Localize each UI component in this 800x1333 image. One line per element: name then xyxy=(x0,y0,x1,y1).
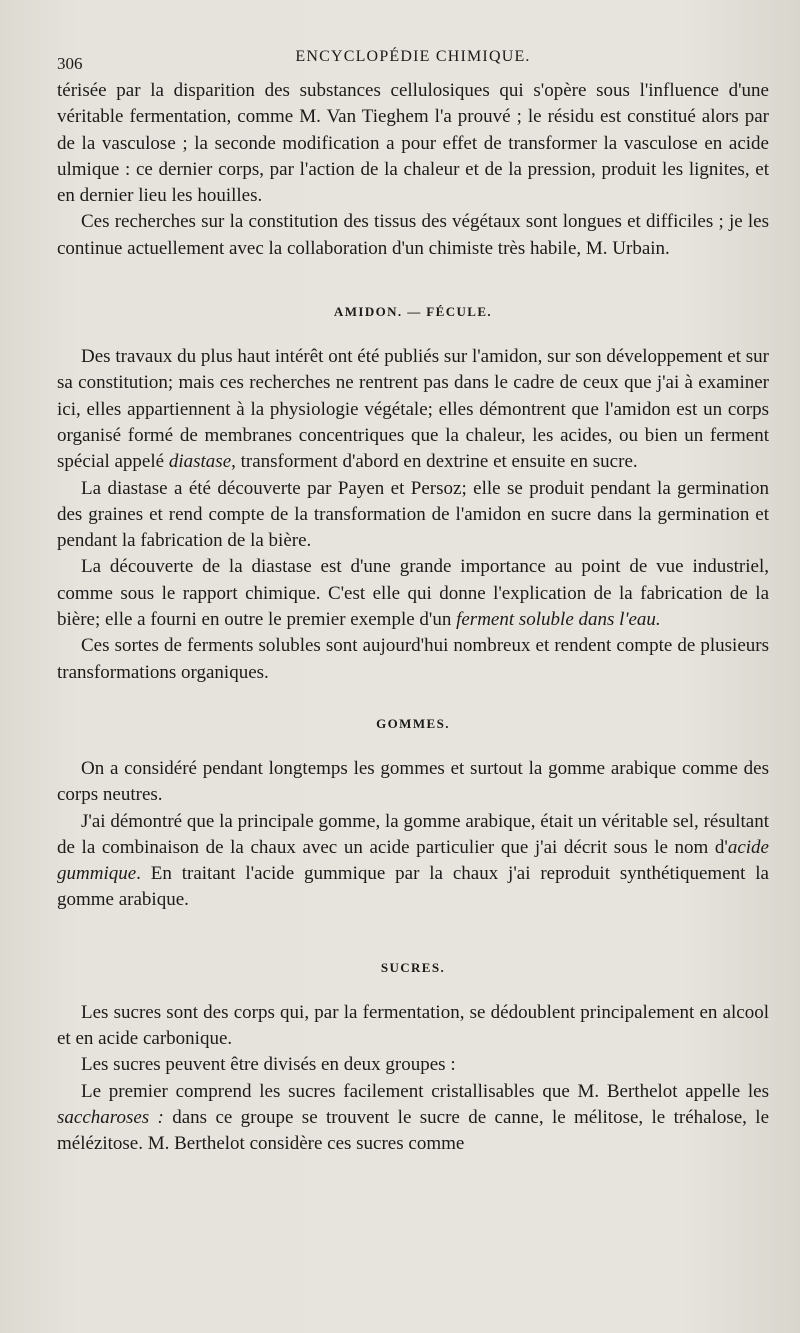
section-title-sucres: SUCRES. xyxy=(380,959,446,975)
section-title-gommes: GOMMES. xyxy=(376,715,450,731)
section-title-amidon: AMIDON. — FÉCULE. xyxy=(333,304,493,320)
gommes-p2-acide-gummique: acide gummique xyxy=(57,836,769,885)
sucres-paragraph-1: Les sucres sont des corps qui, par la fermentation, se dédoublent principalement en alcool et en acide carbonique. xyxy=(57,1001,769,1050)
sucres-p3-text-b: dans ce groupe se trouvent le sucre de canne, le mélitose, le tréhalose, le mélézitose. M. Berthelot considère ces sucres comme xyxy=(57,1106,769,1155)
sucres-paragraph-2: Les sucres peuvent être divisés en deux groupes : xyxy=(81,1054,456,1076)
sucres-p3-text-a: Le premier comprend les sucres facilement cristallisables que M. Berthelot appelle les xyxy=(81,1080,769,1102)
gommes-p2-text-a: J'ai démontré que la principale gomme, la gomme arabique, était un véritable sel, résultant de la combinaison de la chaux avec un acide particulier que j'ai décrit sous le nom d' xyxy=(57,810,769,858)
amidon-paragraph-2: La diastase a été découverte par Payen et Persoz; elle se produit pendant la germination des graines et rend compte de la transformation de l'amidon en sucre dans la germination et pendant la fabrication de la bière. xyxy=(57,477,769,552)
running-title: ENCYCLOPÉDIE CHIMIQUE. xyxy=(295,48,531,65)
gommes-p2-text-b: . En traitant l'acide gummique par la chaux j'ai reproduit synthétiquement la gomme arabique. xyxy=(57,863,769,911)
intro-paragraph-2: Ces recherches sur la constitution des tissus des végétaux sont longues et difficiles ; je les continue actuellement avec la collaboration d'un chimiste très habile, M. Urbain. xyxy=(57,211,769,259)
page-number: 306 xyxy=(57,54,83,73)
amidon-p1-diastase: diastase xyxy=(168,451,232,473)
amidon-p1-text-a: Des travaux du plus haut intérêt ont été publiés sur l'amidon, sur son développement et sur sa constitution; mais ces recherches ne rentrent pas dans le cadre de ceux que j'ai à examiner ici, elles appartiennent à la physiologie végétale; elles démontrent que l'amidon est un corps organisé formé de membranes concentriques que la chaleur, les acides, ou bien un ferment spécial appelé xyxy=(57,346,769,473)
intro-paragraph-1: térisée par la disparition des substances cellulosiques qui s'opère sous l'influence d'une véritable fermentation, comme M. Van Tieghem l'a prouvé ; le résidu est constitué alors par de la vasculose ; la seconde modification a pour effet de transformer la vasculose en acide ulmique : ce dernier corps, par l'action de la chaleur et de la pression, produit les lignites, et en dernier lieu les houilles. xyxy=(57,80,769,207)
running-head xyxy=(57,48,769,78)
gommes-paragraph-1: On a considéré pendant longtemps les gommes et surtout la gomme arabique comme des corps neutres. xyxy=(57,757,769,806)
amidon-p1-text-b: , transforment d'abord en dextrine et ensuite en sucre. xyxy=(231,451,638,473)
amidon-paragraph-4: Ces sortes de ferments solubles sont aujourd'hui nombreux et rendent compte de plusieurs transformations organiques. xyxy=(57,635,769,683)
sucres-paragraph-3 xyxy=(57,1079,769,1158)
amidon-p3-text-a: La découverte de la diastase est d'une grande importance au point de vue industriel, comme sous le rapport chimique. C'est elle qui donne l'explication de la fabrication de la bière; elle a fourni en outre le premier exemple d'un xyxy=(57,556,769,631)
amidon-p3-ferment: ferment soluble dans l'eau. xyxy=(456,609,661,631)
amidon-paragraph-3 xyxy=(57,554,769,633)
page-content xyxy=(57,48,769,1158)
amidon-paragraph-1 xyxy=(57,344,769,475)
gommes-paragraph-2 xyxy=(57,809,769,914)
sucres-p3-saccharoses: saccharoses : xyxy=(57,1106,164,1128)
